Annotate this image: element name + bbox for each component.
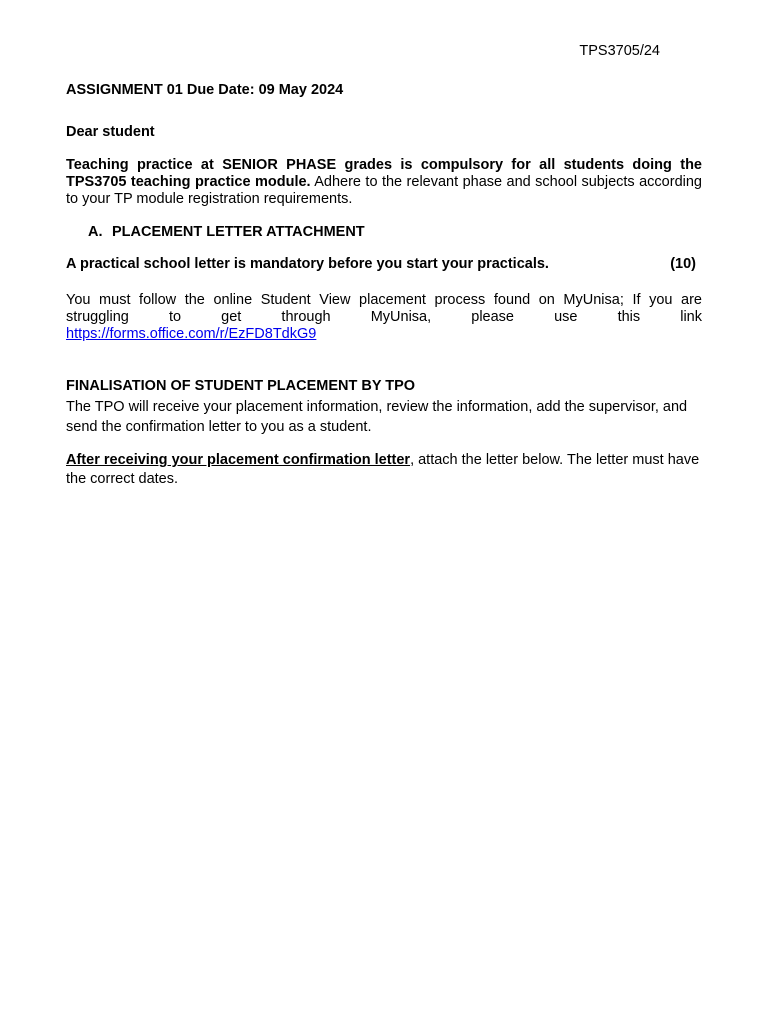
- intro-rest-text: Adhere to the relevant phase and school subjects according to your TP module registration requirements.: [66, 174, 702, 207]
- document-code: TPS3705/24: [579, 43, 660, 59]
- after-receiving-paragraph: [66, 451, 702, 489]
- assignment-title: ASSIGNMENT 01 Due Date: 09 May 2024: [66, 82, 344, 98]
- intro-bold-text: Teaching practice at SENIOR PHASE grades is compulsory for all students doing the TPS3705 teaching practice module.: [66, 157, 702, 190]
- finalisation-heading: FINALISATION OF STUDENT PLACEMENT BY TPO: [66, 378, 416, 394]
- mandatory-statement: [66, 256, 696, 272]
- document-page: [66, 0, 702, 1024]
- finalisation-paragraph: The TPO will receive your placement information, review the information, add the supervisor, and send the confirmation letter to you as a student.: [66, 399, 688, 435]
- placement-process-paragraph: [66, 292, 702, 343]
- section-a-letter: A.: [88, 224, 103, 240]
- mandatory-marks: (10): [670, 256, 696, 272]
- salutation: Dear student: [66, 124, 155, 140]
- section-a-title: PLACEMENT LETTER ATTACHMENT: [112, 224, 365, 240]
- section-a-heading: [88, 224, 365, 240]
- placement-form-link[interactable]: https://forms.office.com/r/EzFD8TdkG9: [66, 326, 317, 342]
- after-receiving-rest: , attach the letter below. The letter must have the correct dates.: [66, 452, 700, 487]
- mandatory-text: A practical school letter is mandatory before you start your practicals.: [66, 256, 549, 272]
- process-line-2: struggling to get through MyUnisa, please use this link: [66, 309, 702, 325]
- intro-paragraph: [66, 157, 702, 208]
- after-receiving-underlined: After receiving your placement confirmation letter: [66, 452, 411, 468]
- process-line-1: You must follow the online Student View placement process found on MyUnisa; If you are: [66, 292, 702, 308]
